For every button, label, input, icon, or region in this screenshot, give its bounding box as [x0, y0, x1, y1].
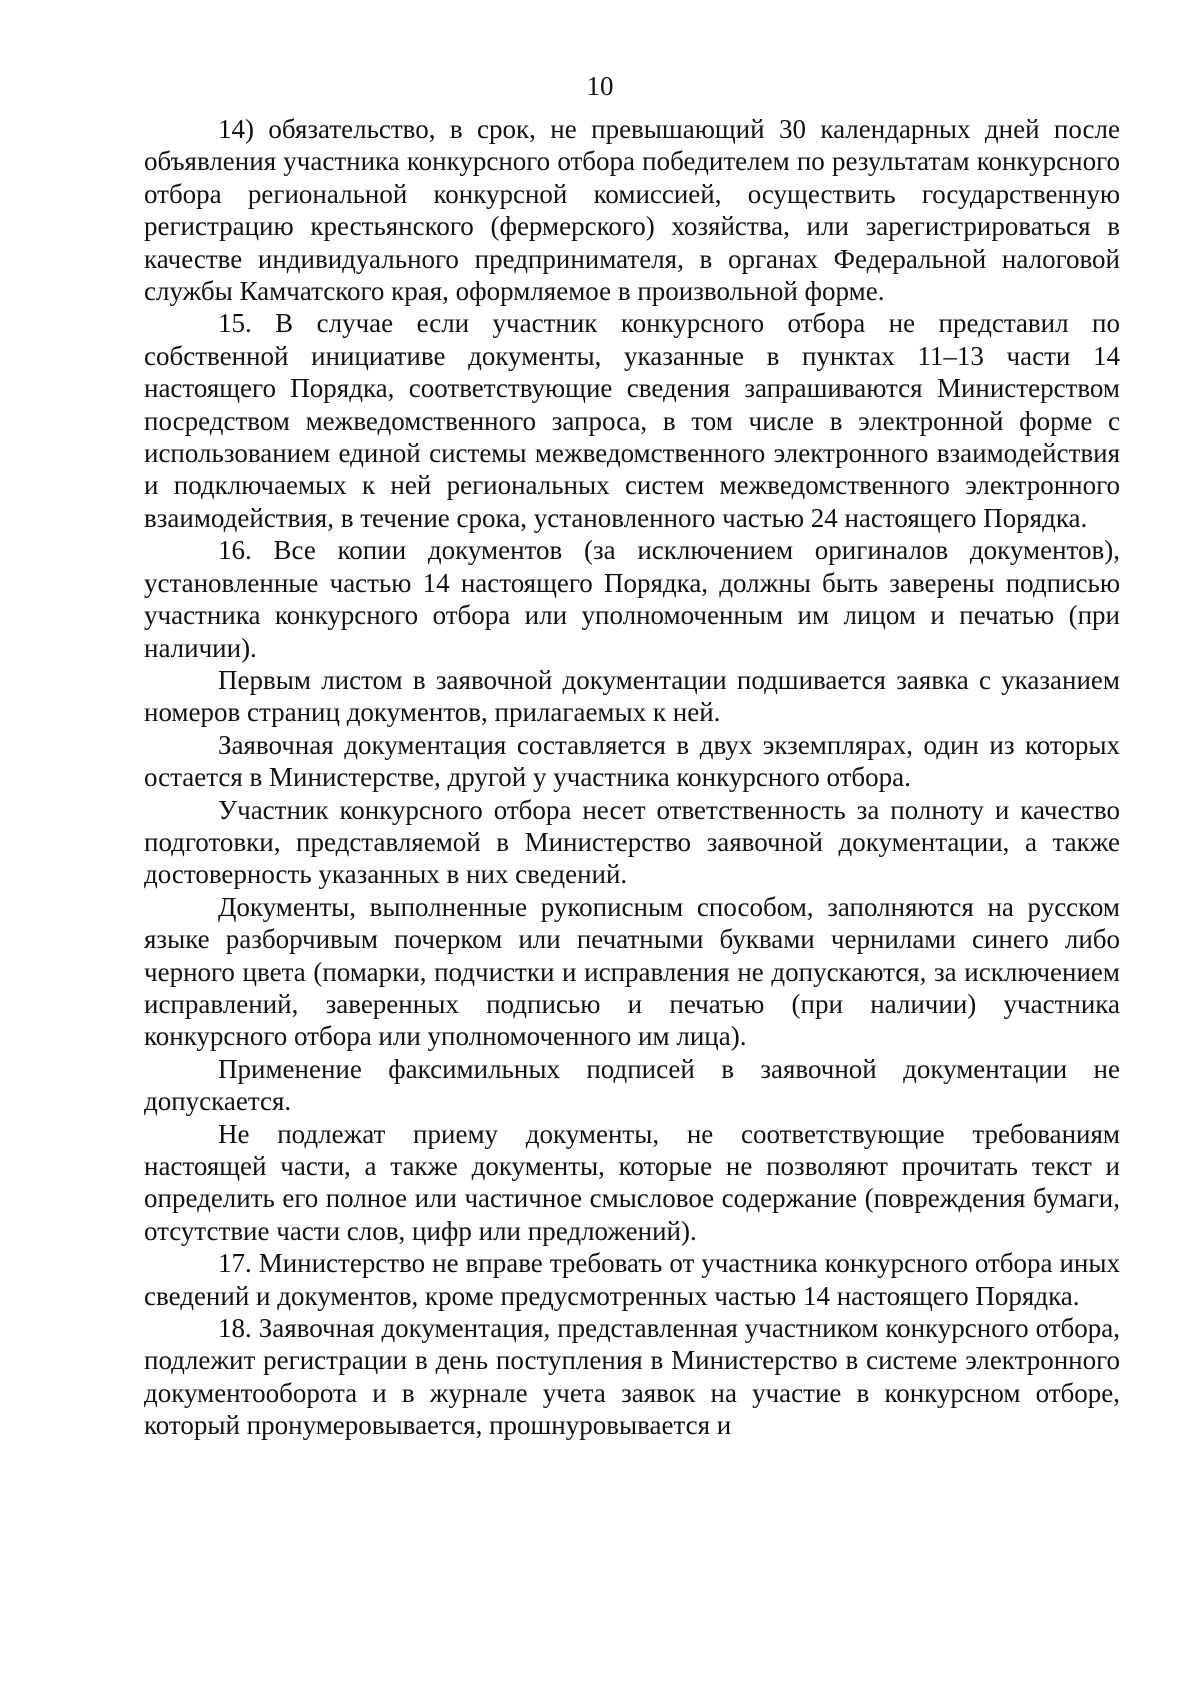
paragraph-clause-15: 15. В случае если участник конкурсного отбора не представил по собственной инициативе документы, указанные в пунктах 11–13 части 14 настоящего Порядка, соответствующие сведения запрашиваются Министерством посредством межведомственного запроса, в том числе в электронной форме с использованием единой системы межведомственного электронного взаимодействия и подключаемых к ней региональных систем межведомственного электронного взаимодействия, в течение срока, установленного частью 24 настоящего Порядка.	[144, 308, 1120, 533]
paragraph-item-14: 14) обязательство, в срок, не превышающий 30 календарных дней после объявления участника конкурсного отбора победителем по результатам конкурсного отбора региональной конкурсной комиссией, осуществить государственную регистрацию крестьянского (фермерского) хозяйства, или зарегистрироваться в качестве индивидуального предпринимателя, в органах Федеральной налоговой службы Камчатского края, оформляемое в произвольной форме.	[144, 114, 1120, 307]
paragraph-responsibility: Участник конкурсного отбора несет ответственность за полноту и качество подготовки, представляемой в Министерство заявочной документации, а также достоверность указанных в них сведений.	[144, 794, 1120, 890]
paragraph-two-copies: Заявочная документация составляется в двух экземплярах, один из которых остается в Министерстве, другой у участника конкурсного отбора.	[144, 729, 1120, 793]
paragraph-clause-18: 18. Заявочная документация, представленная участником конкурсного отбора, подлежит регистрации в день поступления в Министерство в системе электронного документооборота и в журнале учета заявок на участие в конкурсном отборе, который пронумеровывается, прошнуровывается и	[144, 1313, 1120, 1441]
document-body	[144, 113, 1120, 1442]
paragraph-handwritten: Документы, выполненные рукописным способом, заполняются на русском языке разборчивым почерком или печатными буквами чернилами синего либо черного цвета (помарки, подчистки и исправления не допускаются, за исключением исправлений, заверенных подписью и печатью (при наличии) участника конкурсного отбора или уполномоченного им лица).	[144, 891, 1120, 1052]
paragraph-rejection: Не подлежат приему документы, не соответствующие требованиям настоящей части, а также документы, которые не позволяют прочитать текст и определить его полное или частичное смысловое содержание (повреждения бумаги, отсутствие части слов, цифр или предложений).	[144, 1118, 1120, 1246]
paragraph-first-sheet: Первым листом в заявочной документации подшивается заявка с указанием номеров страниц документов, прилагаемых к ней.	[144, 664, 1120, 728]
paragraph-clause-17: 17. Министерство не вправе требовать от участника конкурсного отбора иных сведений и документов, кроме предусмотренных частью 14 настоящего Порядка.	[144, 1248, 1120, 1311]
paragraph-facsimile: Применение факсимильных подписей в заявочной документации не допускается.	[144, 1053, 1120, 1117]
page-number: 10	[586, 71, 614, 101]
paragraph-clause-16: 16. Все копии документов (за исключением оригиналов документов), установленные частью 14 настоящего Порядка, должны быть заверены подписью участника конкурсного отбора или уполномоченным им лицом и печатью (при наличии).	[144, 535, 1120, 663]
